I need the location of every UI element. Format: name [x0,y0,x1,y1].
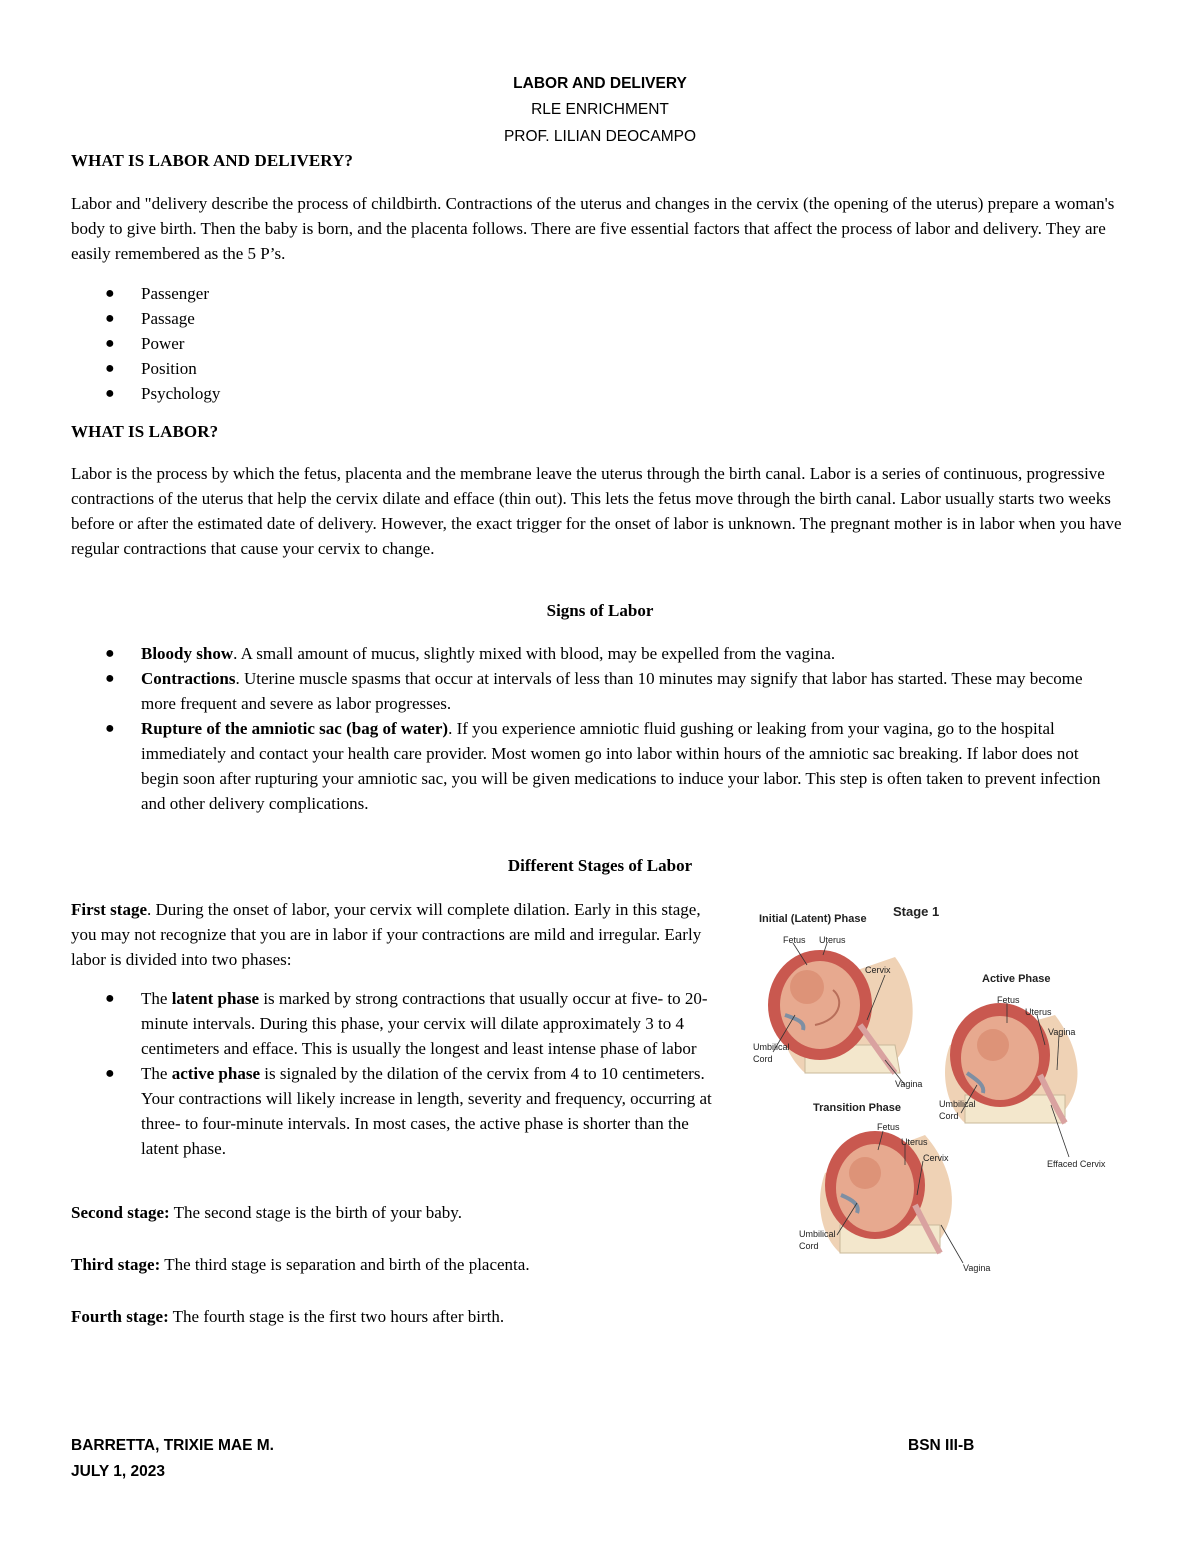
signs-list [71,641,1111,816]
document-subtitle: RLE ENRICHMENT [531,101,669,118]
class-section: BSN III-B [908,1437,975,1454]
list-item: ● The latent phase is marked by strong contractions that usually occur at five- to 20-minute intervals. During this phase, your cervix will dilate approximately 3 to 4 centimeters and efface. This is usually the longest and least intense phase of labor [71,986,726,1061]
fetus-label: Fetus [783,935,806,945]
latent-phase-figure [768,943,913,1085]
transition-phase-figure [820,1131,963,1263]
fetus-label: Fetus [997,995,1020,1005]
cord-label: Cord [753,1054,773,1064]
bullet-icon: ● [105,670,115,687]
cervix-label: Cervix [923,1153,949,1163]
list-item: ● Contractions. Uterine muscle spasms that occur at intervals of less than 10 minutes may signify that labor has started. These may become more frequent and severe as labor progresses. [71,666,1111,716]
third-stage-paragraph: Third stage: The third stage is separation and birth of the placenta. [71,1255,530,1274]
umbilical-label: Umbilical [939,1099,976,1109]
cervix-label: Cervix [865,965,891,975]
active-phase-label: Active Phase [982,973,1051,985]
fourth-stage-paragraph: Fourth stage: The fourth stage is the first two hours after birth. [71,1307,505,1326]
stage-one-diagram [745,895,1125,1280]
document-title: LABOR AND DELIVERY [513,75,687,92]
five-ps-list [71,281,220,406]
bullet-icon: ● [105,720,115,737]
uterus-label: Uterus [1025,1007,1052,1017]
labor-stages-illustration [745,895,1125,1280]
section-heading-labor: WHAT IS LABOR? [71,422,219,441]
first-stage-paragraph: First stage. During the onset of labor, your cervix will complete dilation. Early in this stage, you may not recognize that you are in labor if your contractions are mild and irregular. Early labor is divided into two phases: [71,900,702,969]
bullet-icon: ● [105,645,115,662]
section-heading-labor-and-delivery: WHAT IS LABOR AND DELIVERY? [71,151,354,170]
vagina-label: Vagina [895,1079,923,1089]
bullet-icon: ● [105,310,115,327]
professor-name: PROF. LILIAN DEOCAMPO [503,128,697,145]
list-item: ● Power [71,331,220,356]
uterus-label: Uterus [819,935,846,945]
umbilical-label: Umbilical [753,1042,790,1052]
bullet-icon: ● [105,335,115,352]
stages-heading: Different Stages of Labor [507,856,693,875]
bullet-icon: ● [105,990,115,1007]
cord-label: Cord [939,1111,959,1121]
intro-paragraph: Labor and "delivery describe the process of childbirth. Contractions of the uterus and changes in the cervix (the opening of the uterus) prepare a woman's body to give birth. Then the baby is born, and the placenta follows. There are five essential factors that affect the process of labor and delivery. They are easily remembered as the 5 P’s. [71,194,1115,263]
first-stage-phases-list [71,986,726,1161]
list-item: ● Psychology [71,381,220,406]
submission-date: JULY 1, 2023 [71,1463,165,1480]
student-name: BARRETTA, TRIXIE MAE M. [71,1437,274,1454]
signs-heading: Signs of Labor [546,601,654,620]
umbilical-label: Umbilical [799,1229,836,1239]
vagina-label: Vagina [963,1263,991,1273]
effaced-cervix-label: Effaced Cervix [1047,1159,1106,1169]
bullet-icon: ● [105,360,115,377]
list-item: ● The active phase is signaled by the dilation of the cervix from 4 to 10 centimeters. Your contractions will likely increase in length, severity and frequency, occurring at three- to four-minute intervals. In most cases, the active phase is shorter than the latent phase. [71,1061,726,1161]
latent-phase-label: Initial (Latent) Phase [759,913,867,925]
cord-label: Cord [799,1241,819,1251]
list-item: ● Passenger [71,281,220,306]
bullet-icon: ● [105,285,115,302]
stage-label: Stage 1 [893,904,940,919]
fetus-label: Fetus [877,1122,900,1132]
vagina-label: Vagina [1048,1027,1076,1037]
list-item: ● Passage [71,306,220,331]
second-stage-paragraph: Second stage: The second stage is the birth of your baby. [71,1203,462,1222]
uterus-label: Uterus [901,1137,928,1147]
bullet-icon: ● [105,385,115,402]
list-item: ● Bloody show. A small amount of mucus, slightly mixed with blood, may be expelled from the vagina. [71,641,1111,666]
list-item: ● Position [71,356,220,381]
transition-phase-label: Transition Phase [813,1102,902,1114]
list-item: ● Rupture of the amniotic sac (bag of water). If you experience amniotic fluid gushing or leaking from your vagina, go to the hospital immediately and contact your health care provider. Most women go into labor within hours of the amniotic sac breaking. If labor does not begin soon after rupturing your amniotic sac, you will be given medications to induce your labor. This step is often taken to prevent infection and other delivery complications. [71,716,1111,816]
labor-paragraph: Labor is the process by which the fetus, placenta and the membrane leave the uterus through the birth canal. Labor is a series of continuous, progressive contractions of the uterus that help the cervix dilate and efface (thin out). This lets the fetus move through the birth canal. Labor usually starts two weeks before or after the estimated date of delivery. However, the exact trigger for the onset of labor is unknown. The pregnant mother is in labor when you have regular contractions that cause your cervix to change. [71,464,1122,558]
bullet-icon: ● [105,1065,115,1082]
